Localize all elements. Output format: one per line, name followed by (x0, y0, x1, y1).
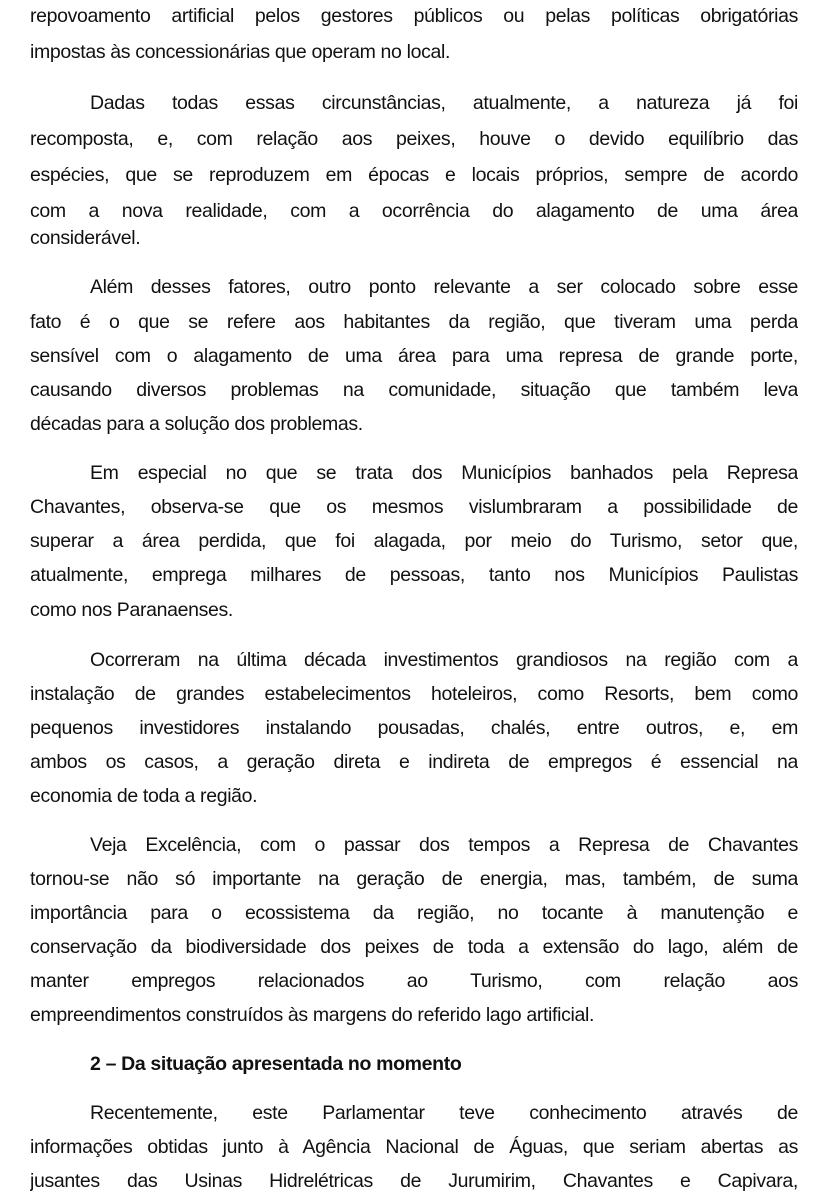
text-line: sensível com o alagamento de uma área para uma represa de grande porte, (30, 345, 798, 367)
section-heading: 2 – Da situação apresentada no momento (90, 1053, 462, 1075)
text-line: como nos Paranaenses. (30, 599, 233, 621)
text-line: superar a área perdida, que foi alagada, por meio do Turismo, setor que, (30, 530, 798, 552)
text-line: pequenos investidores instalando pousadas, chalés, entre outros, e, em (30, 717, 798, 739)
text-line: recomposta, e, com relação aos peixes, houve o devido equilíbrio das (30, 128, 798, 150)
text-line: informações obtidas junto à Agência Nacional de Águas, que seriam abertas as (30, 1136, 798, 1158)
text-line: causando diversos problemas na comunidade, situação que também leva (30, 379, 798, 401)
text-line: repovoamento artificial pelos gestores públicos ou pelas políticas obrigatórias (30, 5, 798, 27)
text-line: Ocorreram na última década investimentos grandiosos na região com a (90, 649, 798, 671)
text-line: Chavantes, observa-se que os mesmos vislumbraram a possibilidade de (30, 496, 798, 518)
text-line: tornou-se não só importante na geração de energia, mas, também, de suma (30, 868, 798, 890)
text-line: Além desses fatores, outro ponto relevante a ser colocado sobre esse (90, 276, 798, 298)
text-line: manter empregos relacionados ao Turismo, com relação aos (30, 970, 798, 992)
text-line: impostas às concessionárias que operam no local. (30, 41, 451, 63)
text-line: atualmente, emprega milhares de pessoas, tanto nos Municípios Paulistas (30, 564, 798, 586)
text-line: empreendimentos construídos às margens do referido lago artificial. (30, 1004, 595, 1026)
text-line: instalação de grandes estabelecimentos hoteleiros, como Resorts, bem como (30, 683, 798, 705)
text-line: espécies, que se reproduzem em épocas e locais próprios, sempre de acordo (30, 164, 798, 186)
text-line: com a nova realidade, com a ocorrência do alagamento de uma área (30, 200, 798, 222)
text-line: fato é o que se refere aos habitantes da região, que tiveram uma perda (30, 311, 798, 333)
text-line: jusantes das Usinas Hidrelétricas de Jurumirim, Chavantes e Capivara, (30, 1170, 798, 1192)
text-line: Dadas todas essas circunstâncias, atualmente, a natureza já foi (90, 92, 798, 114)
text-line: Recentemente, este Parlamentar teve conhecimento através de (90, 1102, 798, 1124)
text-line: importância para o ecossistema da região, no tocante à manutenção e (30, 902, 798, 924)
text-line: Em especial no que se trata dos Municípios banhados pela Represa (90, 462, 798, 484)
text-line: economia de toda a região. (30, 785, 258, 807)
text-line: Veja Excelência, com o passar dos tempos a Represa de Chavantes (90, 834, 798, 856)
text-line: ambos os casos, a geração direta e indireta de empregos é essencial na (30, 751, 798, 773)
text-line: considerável. (30, 227, 141, 249)
text-line: décadas para a solução dos problemas. (30, 413, 363, 435)
text-line: conservação da biodiversidade dos peixes de toda a extensão do lago, além de (30, 936, 798, 958)
